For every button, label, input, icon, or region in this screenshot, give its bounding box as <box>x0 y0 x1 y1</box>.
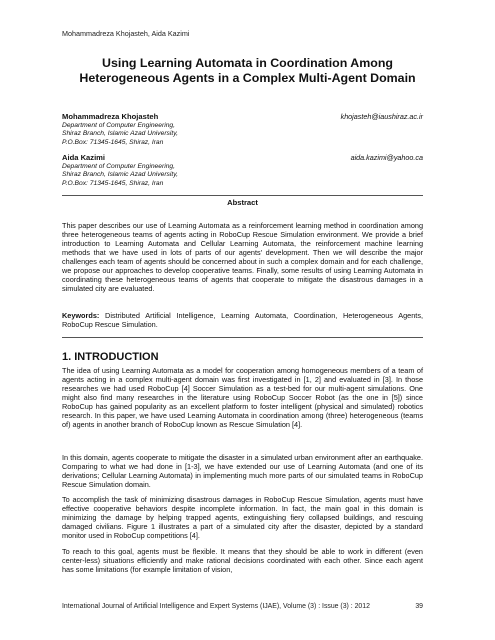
intro-paragraph: The idea of using Learning Automata as a model for cooperation among homogeneous members of a team of agents acting in a complex multi-agent domain was first investigated in [1, 2] and evaluated in [3]. In those researches we had used RoboCup [4] Soccer Simulation as a test-bed for our multi-agent simulations. One might also find many researches in the literature using RoboCup Soccer Robot (as the one in [5]) since RoboCup has gained popularity as an excellent platform to foster intelligent (physical and simulated) robotics research. In this paper, we have used Learning Automata in coordination among (three) heterogeneous (teams of) agents in another branch of RoboCup known as Rescue Simulation [4]. <box>62 366 423 429</box>
author-block-1 <box>62 113 423 147</box>
page-footer <box>62 603 423 610</box>
author-affiliation: Shiraz Branch, Islamic Azad University, <box>62 171 178 179</box>
author-email: khojasteh@iaushiraz.ac.ir <box>340 112 423 121</box>
author-block-2 <box>62 154 423 188</box>
section-heading: 1. INTRODUCTION <box>62 351 159 363</box>
abstract-heading: Abstract <box>227 198 258 207</box>
author-affiliation: P.O.Box: 71345-1645, Shiraz, Iran <box>62 179 164 187</box>
keywords <box>62 311 423 329</box>
title-line-1: Using Learning Automata in Coordination Among <box>102 56 393 70</box>
title-line-2: Heterogeneous Agents in a Complex Multi-Agent Domain <box>79 71 416 85</box>
divider-rule <box>62 337 423 338</box>
abstract-text: This paper describes our use of Learning Automata as a reinforcement learning method in coordination among three heterogeneous teams of agents acting in RoboCup Rescue Simulation environment. We provide a brief introduction to Learning Automata and Cellular Learning Automata, the reinforcement machine learning methods that we have used in lots of parts of our agents' development. Then we will describe the major challenges each team of agents should be concerned about in such a complex domain and for each challenge, we propose our approaches to develop cooperative teams. Finally, some results of using Learning Automata in coordinating these heterogeneous teams of agents that cooperate to mitigate the disastrous damages in a simulated city are evaluated. <box>62 221 423 293</box>
author-affiliation: P.O.Box: 71345-1645, Shiraz, Iran <box>62 138 164 146</box>
keywords-text: Distributed Artificial Intelligence, Learning Automata, Coordination, Heterogeneous Agents, RoboCup Rescue Simulation. <box>62 311 423 329</box>
intro-paragraph: To accomplish the task of minimizing disastrous damages in RoboCup Rescue Simulation, agents must have effective cooperative behaviors despite incomplete information. In fact, the main goal in this domain is minimizing the damage by helping trapped agents, extinguishing fiery collapsed buildings, and rescuing damaged civilians. Figure 1 illustrates a part of a simulated city after the disaster, depicted by a standard monitor used in RoboCup competitions [4]. <box>62 495 423 540</box>
author-affiliation: Department of Computer Engineering, <box>62 121 176 129</box>
intro-paragraph: In this domain, agents cooperate to mitigate the disaster in a simulated urban environment after an earthquake. Comparing to what we had done in [1-3], we have extended our use of Learning Automata (and one of its derivations; Cellular Learning Automata) in implementing much more parts of our simulated teams in RoboCup Rescue Simulation domain. <box>62 453 423 489</box>
author-name: Aida Kazimi <box>62 153 106 162</box>
keywords-label: Keywords: <box>62 311 100 320</box>
intro-paragraph: To reach to this goal, agents must be flexible. It means that they should be able to work in different (even center-less) situations efficiently and make rational decisions coordinated with each other. Since each agent has some limitations (for example limitation of vision, <box>62 547 423 574</box>
paper-title <box>40 56 455 86</box>
author-email: aida.kazimi@yahoo.ca <box>350 153 423 162</box>
running-head: Mohammadreza Khojasteh, Aida Kazimi <box>62 29 190 38</box>
divider-rule <box>62 195 423 196</box>
author-affiliation: Department of Computer Engineering, <box>62 162 176 170</box>
journal-citation: International Journal of Artificial Intelligence and Expert Systems (IJAE), Volume (3) : Issue (3) : 2012 <box>62 603 370 610</box>
author-affiliation: Shiraz Branch, Islamic Azad University, <box>62 130 178 138</box>
page-number: 39 <box>415 603 423 610</box>
author-name: Mohammadreza Khojasteh <box>62 112 159 121</box>
